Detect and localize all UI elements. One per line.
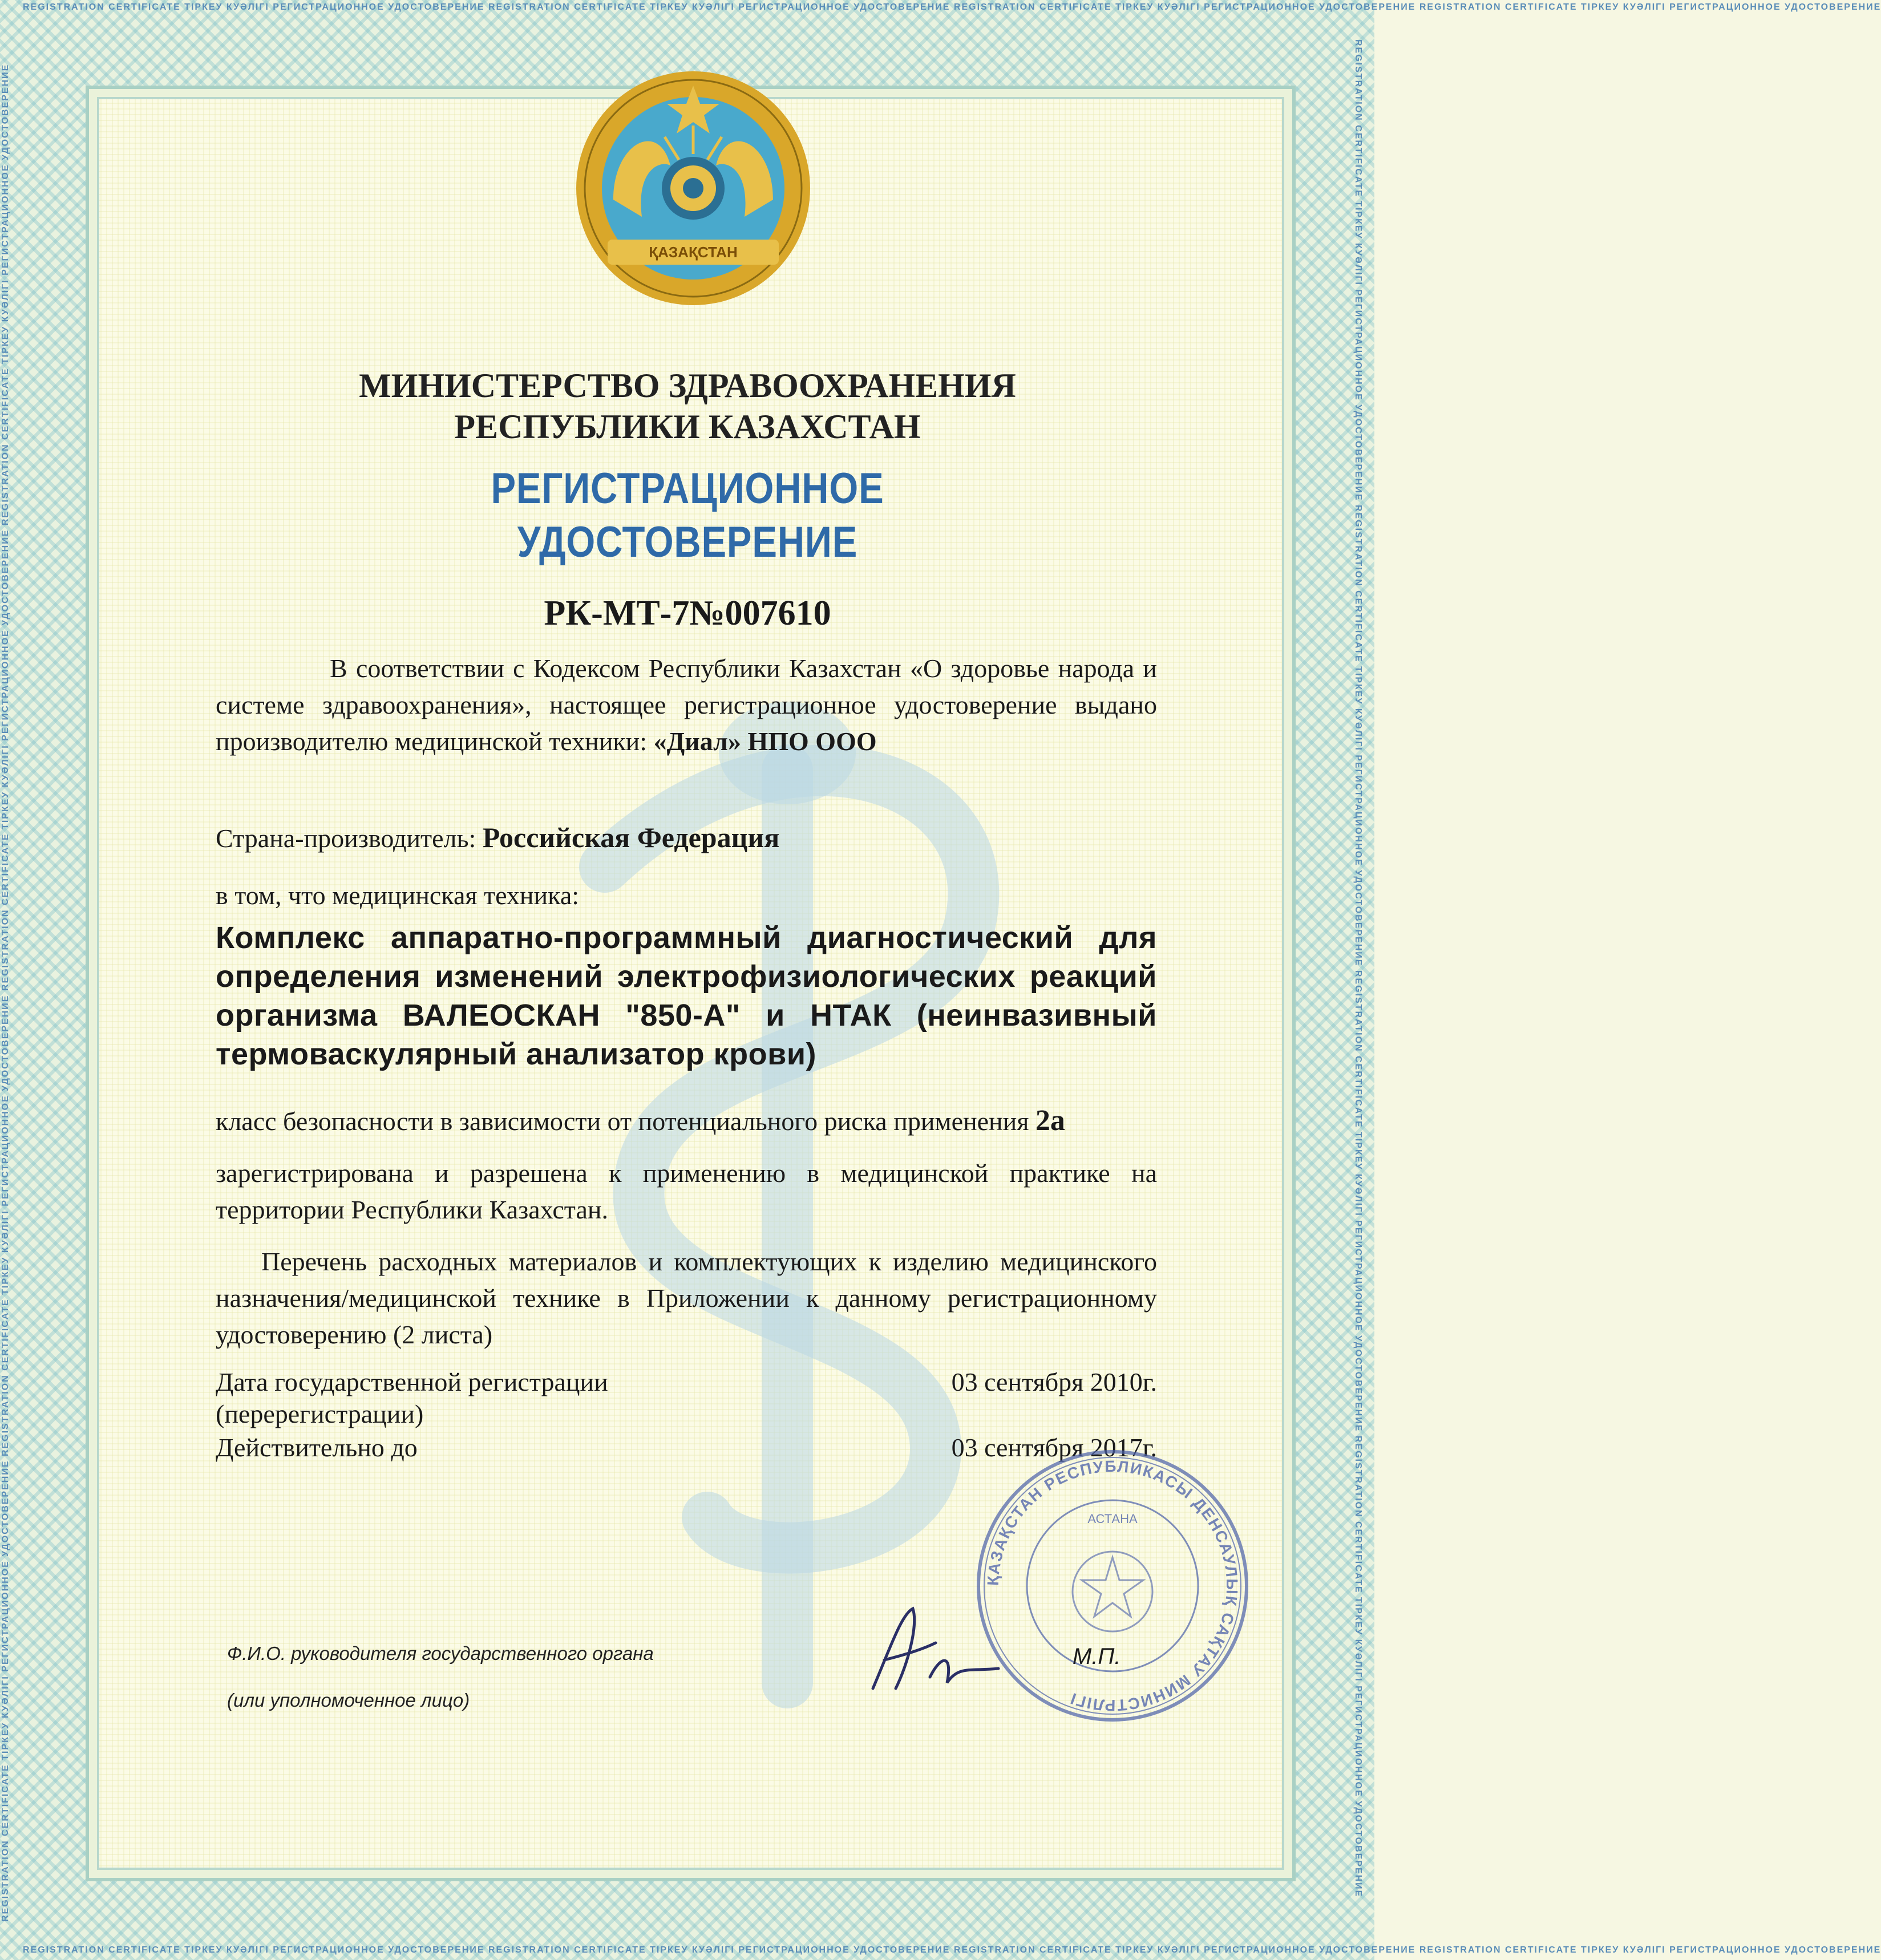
intro-text: В соответствии с Кодексом Республики Казахстан «О здоровье народа и системе здравоохранения», настоящее регистрационное удостоверение выдано производителю медицинской техники: [216, 654, 1157, 756]
signatory-authority-label: (или уполномоченное лицо) [227, 1690, 470, 1711]
registration-date-value: 03 сентября 2010г. [951, 1367, 1157, 1396]
valid-until-value: 03 сентября 2017г. [951, 1433, 1157, 1462]
kazakhstan-emblem-icon [573, 68, 813, 308]
signatory-name-label: Ф.И.О. руководителя государственного органа [227, 1643, 654, 1664]
title-line-2: УДОСТОВЕРЕНИЕ [517, 518, 858, 566]
border-text-top: REGISTRATION CERTIFICATE ТІРКЕУ КУӘЛІГІ РЕГИСТРАЦИОННОЕ УДОСТОВЕРЕНИЕ REGISTRATION CERTIFICATE ТІРКЕУ КУӘЛІГІ РЕГИСТРАЦИОННОЕ УДОСТОВЕРЕНИЕ REGISTRATION CERTIFICATE ТІРКЕУ КУӘЛІГІ РЕГИСТРАЦИОННОЕ УДОСТОВЕРЕНИЕ REGISTRATION CERTIFICATE ТІРКЕУ КУӘЛІГІ РЕГИСТРАЦИОННОЕ УДОСТОВЕРЕНИЕ [23, 2, 1881, 12]
device-name: Комплекс аппаратно-программный диагностический для определения изменений электрофизиологических реакций организма ВАЛЕОСКАН "850-А" и НТАК (неинвазивный термоваскулярный анализатор крови) [216, 921, 1157, 1071]
appendix-note: Перечень расходных материалов и комплектующих к изделию медицинского назначения/медицинской технике в Приложении к данному регистрационному удостоверению (2 листа) [216, 1247, 1157, 1349]
registration-date-row [216, 1366, 1157, 1435]
safety-label: класс безопасности в зависимости от потенциального риска применения [216, 1107, 1035, 1136]
country-value: Российская Федерация [482, 821, 780, 853]
handwritten-signature-icon [856, 1592, 1004, 1706]
border-text-right: REGISTRATION CERTIFICATE ТІРКЕУ КУӘЛІГІ РЕГИСТРАЦИОННОЕ УДОСТОВЕРЕНИЕ REGISTRATION CERTIFICATE ТІРКЕУ КУӘЛІГІ РЕГИСТРАЦИОННОЕ УДОСТОВЕРЕНИЕ REGISTRATION CERTIFICATE ТІРКЕУ КУӘЛІГІ РЕГИСТРАЦИОННОЕ УДОСТОВЕРЕНИЕ REGISTRATION CERTIFICATE ТІРКЕУ КУӘЛІГІ РЕГИСТРАЦИОННОЕ УДОСТОВЕРЕНИЕ [1353, 39, 1363, 1898]
official-stamp-icon [970, 1443, 1255, 1728]
safety-class-value: 2а [1035, 1104, 1065, 1137]
border-text-bottom: REGISTRATION CERTIFICATE ТІРКЕУ КУӘЛІГІ РЕГИСТРАЦИОННОЕ УДОСТОВЕРЕНИЕ REGISTRATION CERTIFICATE ТІРКЕУ КУӘЛІГІ РЕГИСТРАЦИОННОЕ УДОСТОВЕРЕНИЕ REGISTRATION CERTIFICATE ТІРКЕУ КУӘЛІГІ РЕГИСТРАЦИОННОЕ УДОСТОВЕРЕНИЕ REGISTRATION CERTIFICATE ТІРКЕУ КУӘЛІГІ РЕГИСТРАЦИОННОЕ УДОСТОВЕРЕНИЕ [23, 1945, 1881, 1955]
registration-date-label-line-2: (перерегистрации) [216, 1399, 424, 1428]
svg-text:ҚАЗАҚСТАН РЕСПУБЛИКАСЫ ДЕНСАУЛ [984, 1457, 1241, 1714]
registration-date-label [216, 1366, 608, 1430]
stamp-inner-text: АСТАНА [1087, 1512, 1138, 1526]
device-intro-line: в том, что медицинская техника: [216, 881, 580, 910]
emblem-label: ҚАЗАҚСТАН [649, 244, 738, 261]
stamp-outer-text: ҚАЗАҚСТАН РЕСПУБЛИКАСЫ ДЕНСАУЛЫҚ САҚТАУ МИНИСТРЛІГІ [984, 1457, 1241, 1715]
certificate-title [244, 462, 1132, 569]
certificate-number: РК-МТ-7№007610 [544, 594, 831, 633]
title-line-1: РЕГИСТРАЦИОННОЕ [491, 464, 884, 513]
country-line [216, 820, 779, 856]
registration-statement: зарегистрирована и разрешена к применению в медицинской практике на территории Республики Казахстан. [216, 1159, 1157, 1224]
registration-date-label-line-1: Дата государственной регистрации [216, 1367, 608, 1396]
ministry-line-2: РЕСПУБЛИКИ КАЗАХСТАН [454, 408, 921, 446]
stamp-place-label: М.П. [1073, 1644, 1121, 1669]
manufacturer-name: «Диал» НПО ООО [653, 727, 877, 756]
safety-class-line [216, 1104, 1065, 1139]
ministry-line-1: МИНИСТЕРСТВО ЗДРАВООХРАНЕНИЯ [359, 367, 1016, 404]
ministry-name [171, 365, 1204, 447]
valid-until-label: Действительно до [216, 1433, 418, 1462]
country-label: Страна-производитель: [216, 824, 483, 853]
border-text-left: REGISTRATION CERTIFICATE ТІРКЕУ КУӘЛІГІ РЕГИСТРАЦИОННОЕ УДОСТОВЕРЕНИЕ REGISTRATION CERTIFICATE ТІРКЕУ КУӘЛІГІ РЕГИСТРАЦИОННОЕ УДОСТОВЕРЕНИЕ REGISTRATION CERTIFICATE ТІРКЕУ КУӘЛІГІ РЕГИСТРАЦИОННОЕ УДОСТОВЕРЕНИЕ REGISTRATION CERTIFICATE ТІРКЕУ КУӘЛІГІ РЕГИСТРАЦИОННОЕ УДОСТОВЕРЕНИЕ [1, 63, 10, 1922]
intro-paragraph [216, 650, 1157, 760]
